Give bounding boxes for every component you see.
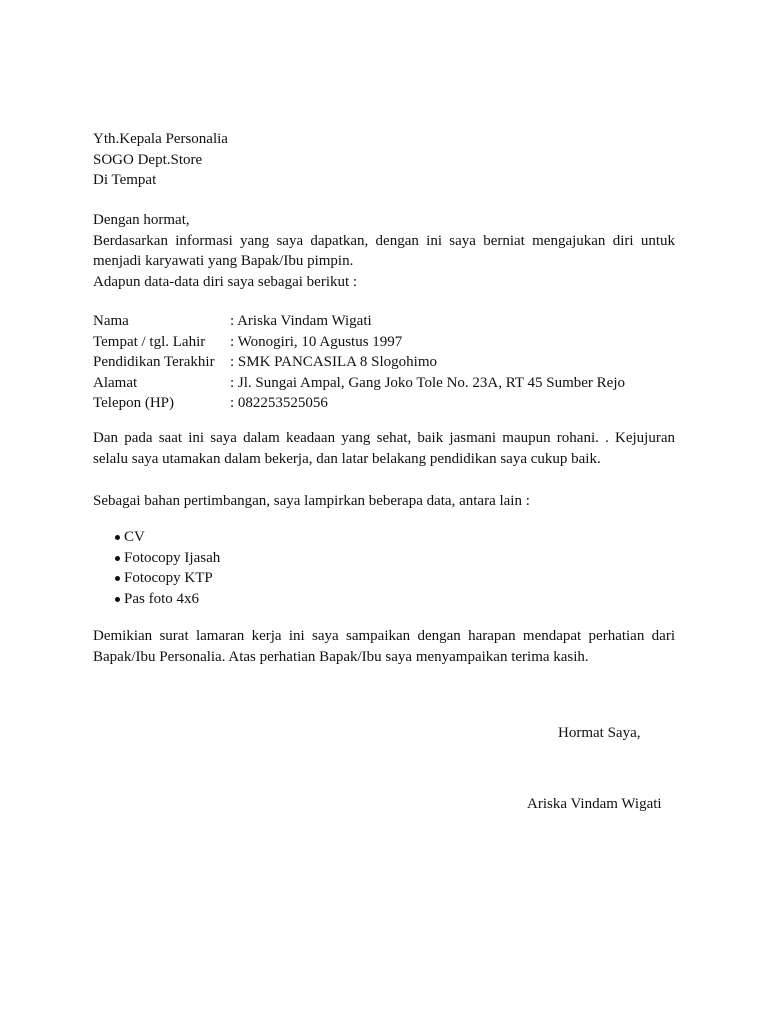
bullet-icon — [115, 597, 120, 602]
intro-paragraph: Berdasarkan informasi yang saya dapatkan, dengan ini saya berniat mengajukan diri untuk menjadi karyawati yang Bapak/Ibu pimpin. — [93, 232, 675, 269]
opening-block — [93, 210, 675, 292]
attachment-label: CV — [124, 529, 145, 545]
data-value: : Jl. Sungai Ampal, Gang Joko Tole No. 23A, RT 45 Sumber Rejo — [230, 374, 625, 391]
table-row — [93, 393, 625, 414]
bullet-icon — [115, 535, 120, 540]
addressee-block — [93, 129, 675, 191]
data-label: Pendidikan Terakhir — [93, 354, 215, 370]
attachments-list — [93, 527, 220, 609]
data-value: : Ariska Vindam Wigati — [230, 313, 372, 329]
bullet-icon — [115, 556, 120, 561]
salutation: Dengan hormat, — [93, 212, 190, 228]
addressee-line: SOGO Dept.Store — [93, 151, 203, 168]
attachment-label: Fotocopy Ijasah — [124, 549, 221, 566]
health-paragraph: Dan pada saat ini saya dalam keadaan yang sehat, baik jasmani maupun rohani. . Kejujuran selalu saya utamakan dalam bekerja, dan latar belakang pendidikan saya cukup baik. — [93, 430, 675, 467]
list-item — [93, 589, 220, 610]
table-row — [93, 352, 625, 373]
table-row — [93, 311, 625, 332]
attachment-label: Pas foto 4x6 — [124, 590, 199, 607]
personal-data-table — [93, 311, 625, 414]
list-item — [93, 548, 220, 569]
regards-text: Hormat Saya, — [558, 725, 641, 741]
bullet-icon — [115, 576, 120, 581]
signer-name: Ariska Vindam Wigati — [527, 796, 662, 812]
list-item — [93, 568, 220, 589]
data-label: Telepon (HP) — [93, 395, 175, 411]
data-label: Alamat — [93, 374, 138, 391]
table-row — [93, 332, 625, 353]
list-item — [93, 527, 220, 548]
data-value: : Wonogiri, 10 Agustus 1997 — [230, 333, 403, 350]
data-value: : SMK PANCASILA 8 Slogohimo — [230, 354, 437, 370]
addressee-line: Di Tempat — [93, 172, 157, 188]
data-intro: Adapun data-data diri saya sebagai berikut : — [93, 273, 358, 290]
data-label: Nama — [93, 313, 129, 329]
data-value: : 082253525056 — [230, 395, 328, 411]
addressee-line: Yth.Kepala Personalia — [93, 131, 228, 147]
table-row — [93, 373, 625, 394]
attachment-label: Fotocopy KTP — [124, 570, 213, 586]
closing-paragraph: Demikian surat lamaran kerja ini saya sampaikan dengan harapan mendapat perhatian dari Bapak/Ibu Personalia. Atas perhatian Bapak/Ibu saya menyampaikan terima kasih. — [93, 628, 675, 665]
attachments-intro: Sebagai bahan pertimbangan, saya lampirkan beberapa data, antara lain : — [93, 493, 530, 509]
data-label: Tempat / tgl. Lahir — [93, 333, 206, 350]
